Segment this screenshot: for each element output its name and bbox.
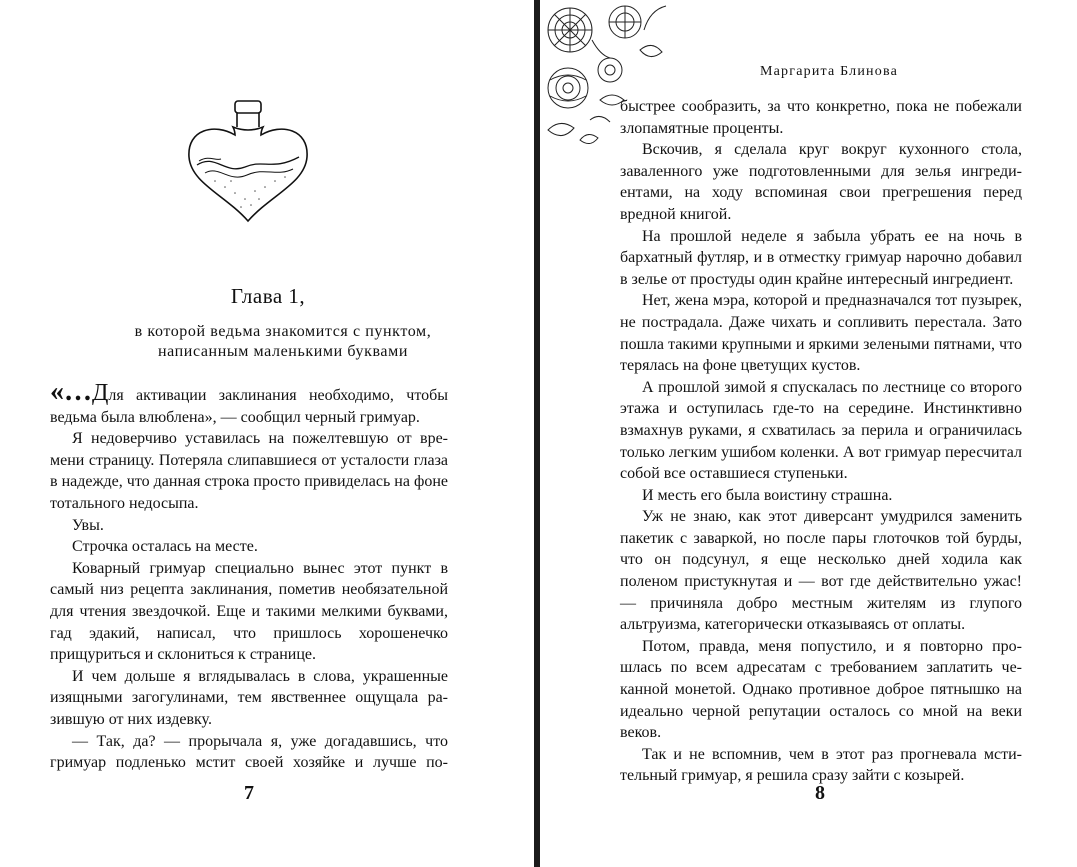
running-head-author: Маргарита Блинова	[760, 64, 898, 79]
paragraph: — Так, да? — прорычала я, уже догадавшись, что гримуар подленько мстит своей хозяйке и лучше по-	[50, 732, 448, 772]
paragraph	[50, 376, 448, 428]
paragraph: И месть его была воистину страшна.	[642, 486, 893, 504]
paragraph: Строчка осталась на месте.	[72, 538, 258, 556]
heart-flask-illustration	[185, 95, 313, 225]
left-page	[0, 0, 536, 867]
page-number-left: 7	[244, 782, 254, 804]
paragraph: А прошлой зимой я спускалась по лестнице со второго этажа и оступилась где-то на середине. Инстинктивно взмахнув руками, я схватилась за перила и ограничилась только легким ушибом коленки. А вот гримуар пересчитал собой все оставшиеся ступеньки.	[620, 378, 1022, 483]
paragraph: Потом, правда, меня попустило, и я повторно прошлась по всем адресатам с требованием заплатить чеканной монетой. Однако противное доброе пятнышко на идеально черной репутации осталось со мной на веки веков.	[620, 637, 1022, 742]
paragraph: Уж не знаю, как этот диверсант умудрился заменить пакетик с заваркой, но после пары глоточков той бурды, что он подсунул, я еще несколько дней ходила как поленом пристукнутая и — вот где действительно ужас! — причиняла добро местным жителям из глупого альтруизма, категорически отказываясь от оплаты.	[620, 508, 1022, 634]
chapter-subtitle-line-1: в которой ведьма знакомится с пунктом,	[134, 323, 432, 340]
right-page	[540, 0, 1077, 867]
left-page-body	[50, 376, 448, 774]
paragraph: Нет, жена мэра, которой и предназначался тот пузырек, не пострадала. Даже чихать и сопливить перестала. Зато пошла такими крупными и яркими зелеными пятнами, что терялась на фоне цветущих кустов.	[620, 292, 1022, 375]
paragraph: Увы.	[72, 516, 104, 534]
drop-letter: Д	[92, 380, 109, 406]
page-number-right: 8	[815, 782, 825, 804]
chapter-title: Глава 1,	[230, 284, 306, 308]
paragraph-text: ля активации заклинания необходимо, чтобы ведьма была влюблена», — сообщил черный гримуар.	[50, 387, 448, 426]
paragraph: На прошлой неделе я забыла убрать ее на ночь в бархатный футляр, и в отместку гримуар нарочно добавил в зелье от простуды один крайне интересный ингредиент.	[620, 227, 1022, 288]
paragraph: быстрее сообразить, за что конкретно, пока не побежали злопамятные проценты.	[620, 98, 1022, 137]
chapter-subtitle	[0, 322, 536, 362]
right-page-body	[620, 96, 1022, 787]
paragraph: Коварный гримуар специально вынес этот пункт в самый низ рецепта заклинания, пометив необязательной для чтения звездочкой. Еще и такими мелкими буквами, гад эдакий, написал, что пришлось хорошенечко прищуриться и склониться к странице.	[50, 559, 448, 664]
opening-quote: «…	[50, 376, 92, 407]
paragraph: И чем дольше я вглядывалась в слова, украшенные изящными загогулинами, тем явственнее ощущала разившую от них издевку.	[50, 667, 448, 728]
paragraph: Я недоверчиво уставилась на пожелтевшую от времени страницу. Потеряла слипавшиеся от усталости глаза в надежде, что данная строка просто привиделась на фоне тотального недосыпа.	[50, 430, 448, 512]
paragraph: Так и не вспомнив, чем в этот раз прогневала мстительный гримуар, я решила сразу зайти с козырей.	[620, 745, 1022, 785]
paragraph: Вскочив, я сделала круг вокруг кухонного стола, заваленного уже подготовленными для зелья ингредиентами, на ходу вспоминая свои прегрешения перед вредной книгой.	[620, 141, 1022, 223]
chapter-subtitle-line-2: написанным маленькими буквами	[157, 343, 409, 360]
